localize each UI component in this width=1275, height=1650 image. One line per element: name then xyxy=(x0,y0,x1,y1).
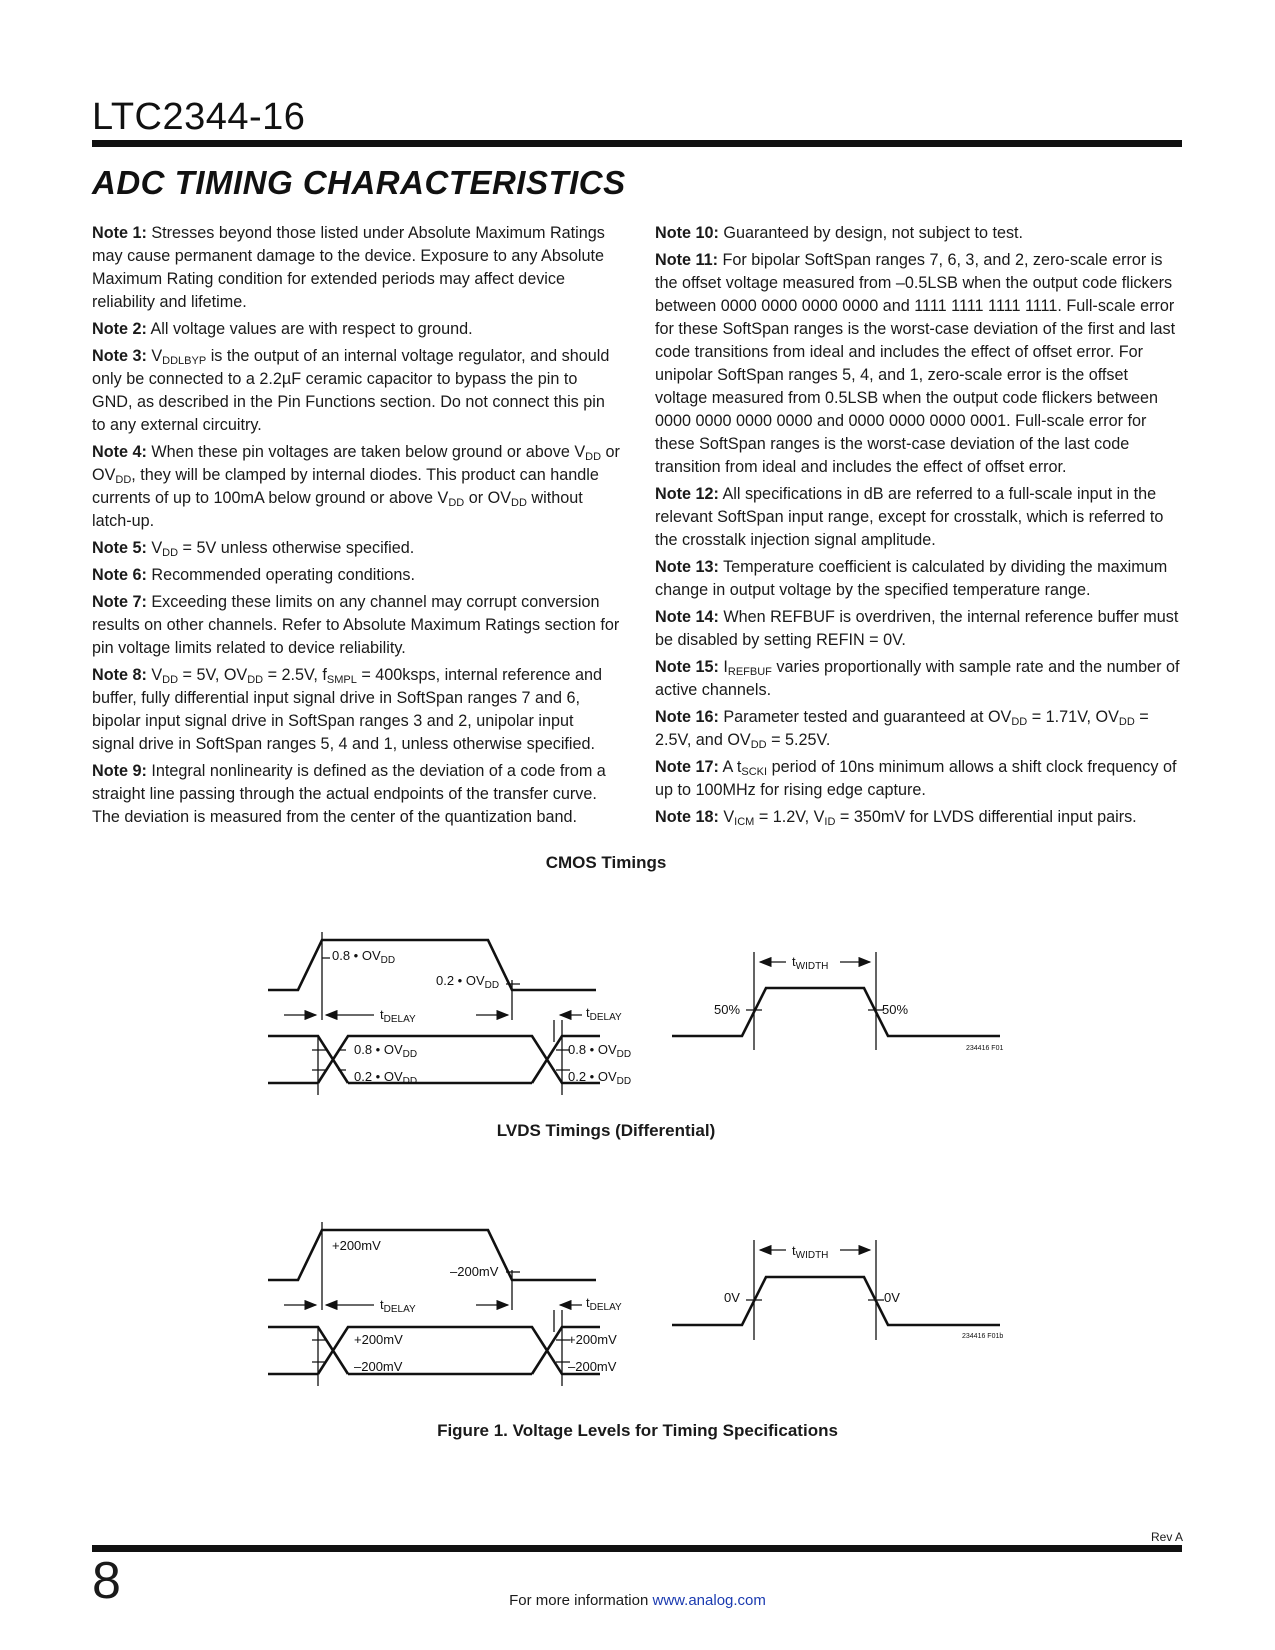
cmos-figure-code: 234416 F01 xyxy=(966,1045,1004,1052)
lvds-width-pulse xyxy=(672,1277,1000,1325)
note-label: Note 1: xyxy=(92,224,147,242)
note-label: Note 15: xyxy=(655,658,719,676)
cmos-label-lo-clock: 0.2 • $OV_{DD}$ xyxy=(436,973,500,991)
note-text: $V_{DDLBYP}$ is the output of an internal voltage regulator, and should only be connected to a 2.2µF ceramic capacitor to bypass the pin to GND, as described in the Pin Functions section. Do not connect this pin to any external circuitry. xyxy=(92,347,610,434)
note-text: When REFBUF is overdriven, the internal reference buffer must be disabled by setting REFIN = 0V. xyxy=(655,608,1179,649)
note-text: Guaranteed by design, not subject to test. xyxy=(718,224,1024,242)
note-text: Recommended operating conditions. xyxy=(146,566,416,584)
note-label: Note 16: xyxy=(655,708,719,726)
note-text: Integral nonlinearity is defined as the deviation of a code from a straight line passing through the actual endpoints of the transfer curve. The deviation is measured from the center of the quantization band. xyxy=(92,762,606,826)
lvds-zero-right: 0V xyxy=(884,1290,900,1305)
note-text: Stresses beyond those listed under Absolute Maximum Ratings may cause permanent damage to the device. Exposure to any Absolute Maximum Rating condition for extended periods may affect device reliability and lifetime. xyxy=(92,224,605,311)
lvds-zero-left: 0V xyxy=(724,1290,740,1305)
note-label: Note 6: xyxy=(92,566,147,584)
note-label: Note 9: xyxy=(92,762,147,780)
cmos-bus-lo-right: 0.2 • $OV_{DD}$ xyxy=(568,1069,632,1087)
lvds-clock-waveform xyxy=(268,1230,596,1280)
lvds-bus-lo-right: –200mV xyxy=(568,1359,617,1374)
cmos-label-hi-clock: 0.8 • $OV_{DD}$ xyxy=(332,948,396,966)
note-text: $V_{DD} = 5V$, $OV_{DD} = 2.5V$, $f_{SMPL}$ = 400ksps, internal reference and buffer, fully differential input signal drive in SoftSpan ranges 7 and 6, bipolar input signal drive in SoftSpan ranges 3 and 2, unipolar input signal drive in SoftSpan ranges 5, 4 and 1, unless otherwise specified. xyxy=(92,666,603,753)
note-label: Note 18: xyxy=(655,808,719,826)
lvds-tdelay-right: $t_{DELAY}$ xyxy=(586,1295,622,1313)
cmos-tdelay-right: $t_{DELAY}$ xyxy=(586,1005,622,1023)
lvds-bus-hi-left: +200mV xyxy=(354,1332,403,1347)
note-label: Note 7: xyxy=(92,593,147,611)
page-number: 8 xyxy=(92,1552,121,1610)
footer-rule xyxy=(92,1545,1182,1552)
lvds-label-hi-clock: +200mV xyxy=(332,1238,381,1253)
part-number: LTC2344-16 xyxy=(92,96,306,138)
cmos-twidth: $t_{WIDTH}$ xyxy=(792,954,829,972)
note-label: Note 12: xyxy=(655,485,719,503)
note-label: Note 17: xyxy=(655,758,719,776)
note-text: All voltage values are with respect to ground. xyxy=(146,320,473,338)
cmos-bus-hi-left: 0.8 • $OV_{DD}$ xyxy=(354,1042,418,1060)
lvds-figure-code: 234416 F01b xyxy=(962,1333,1004,1340)
note-label: Note 8: xyxy=(92,666,147,684)
footer-info xyxy=(0,1592,1275,1609)
note-text: A $t_{SCKI}$ period of 10ns minimum allows a shift clock frequency of up to 100MHz for rising edge capture. xyxy=(655,758,1177,799)
lvds-bus-lo-left: –200mV xyxy=(354,1359,403,1374)
section-title: ADC TIMING CHARACTERISTICS xyxy=(92,164,626,201)
note-text: When these pin voltages are taken below ground or above $V_{DD}$ or $OV_{DD}$, they will be clamped by internal diodes. This product can handle currents of up to 100mA below ground or above $V_{DD}$ or $OV_{DD}$ without latch-up. xyxy=(92,443,620,530)
note-text: Exceeding these limits on any channel may corrupt conversion results on other channels. Refer to Absolute Maximum Ratings section for pin voltage limits related to device reliability. xyxy=(92,593,620,657)
note-text: All specifications in dB are referred to a full-scale input in the relevant SoftSpan input range, except for crosstalk, which is referred to the crosstalk injection signal amplitude. xyxy=(655,485,1164,549)
cmos-clock-waveform xyxy=(268,940,596,990)
cmos-timings-title: CMOS Timings xyxy=(545,853,667,872)
revision: Rev A xyxy=(1150,1530,1183,1544)
note-label: Note 2: xyxy=(92,320,147,338)
analog-link[interactable]: www.analog.com xyxy=(652,1592,766,1609)
note-text: $I_{REFBUF}$ varies proportionally with sample rate and the number of active channels. xyxy=(655,658,1180,699)
footer-text: For more information xyxy=(509,1592,649,1609)
note-label: Note 14: xyxy=(655,608,719,626)
cmos-pct-left: 50% xyxy=(714,1002,741,1017)
note-text: Temperature coefficient is calculated by dividing the maximum change in output voltage by the specified temperature range. xyxy=(655,558,1168,599)
cmos-tdelay-left: $t_{DELAY}$ xyxy=(380,1007,416,1025)
lvds-bus-hi-right: +200mV xyxy=(568,1332,617,1347)
note-label: Note 5: xyxy=(92,539,147,557)
note-text: For bipolar SoftSpan ranges 7, 6, 3, and 2, zero-scale error is the offset voltage measured from –0.5LSB when the output code flickers between 0000 0000 0000 0000 and 1111 1111 1111 1111. Full-scale error for these SoftSpan ranges is the worst-case deviation of the first and last code transitions from ideal and includes the effect of offset error. For unipolar SoftSpan ranges 5, 4, and 1, zero-scale error is the offset voltage measured from 0.5LSB when the output code flickers between 0000 0000 0000 0000 and 0000 0000 0000 0001. Full-scale error for these SoftSpan ranges is the worst-case deviation of the last code transition from ideal and includes the effect of offset error. xyxy=(655,251,1176,476)
note-text: Parameter tested and guaranteed at $OV_{DD} = 1.71V$, $OV_{DD} = 2.5V$, and $OV_{DD} = 5.25V$. xyxy=(655,708,1149,751)
note-label: Note 3: xyxy=(92,347,147,365)
figure-caption: Figure 1. Voltage Levels for Timing Specifications xyxy=(437,1421,838,1440)
note-label: Note 4: xyxy=(92,443,147,461)
note-label: Note 11: xyxy=(655,251,718,269)
cmos-bus-hi-right: 0.8 • $OV_{DD}$ xyxy=(568,1042,632,1060)
note-text: $V_{DD} = 5V$ unless otherwise specified. xyxy=(146,539,415,559)
lvds-tdelay-left: $t_{DELAY}$ xyxy=(380,1297,416,1315)
cmos-pct-right: 50% xyxy=(882,1002,909,1017)
note-text: $V_{ICM} = 1.2V$, $V_{ID} = 350mV$ for LVDS differential input pairs. xyxy=(718,808,1137,828)
note-label: Note 13: xyxy=(655,558,719,576)
note-label: Note 10: xyxy=(655,224,719,242)
cmos-bus-lo-left: 0.2 • $OV_{DD}$ xyxy=(354,1069,418,1087)
lvds-timings-title: LVDS Timings (Differential) xyxy=(496,1121,716,1140)
lvds-twidth: $t_{WIDTH}$ xyxy=(792,1243,829,1261)
lvds-label-lo-clock: –200mV xyxy=(450,1264,499,1279)
